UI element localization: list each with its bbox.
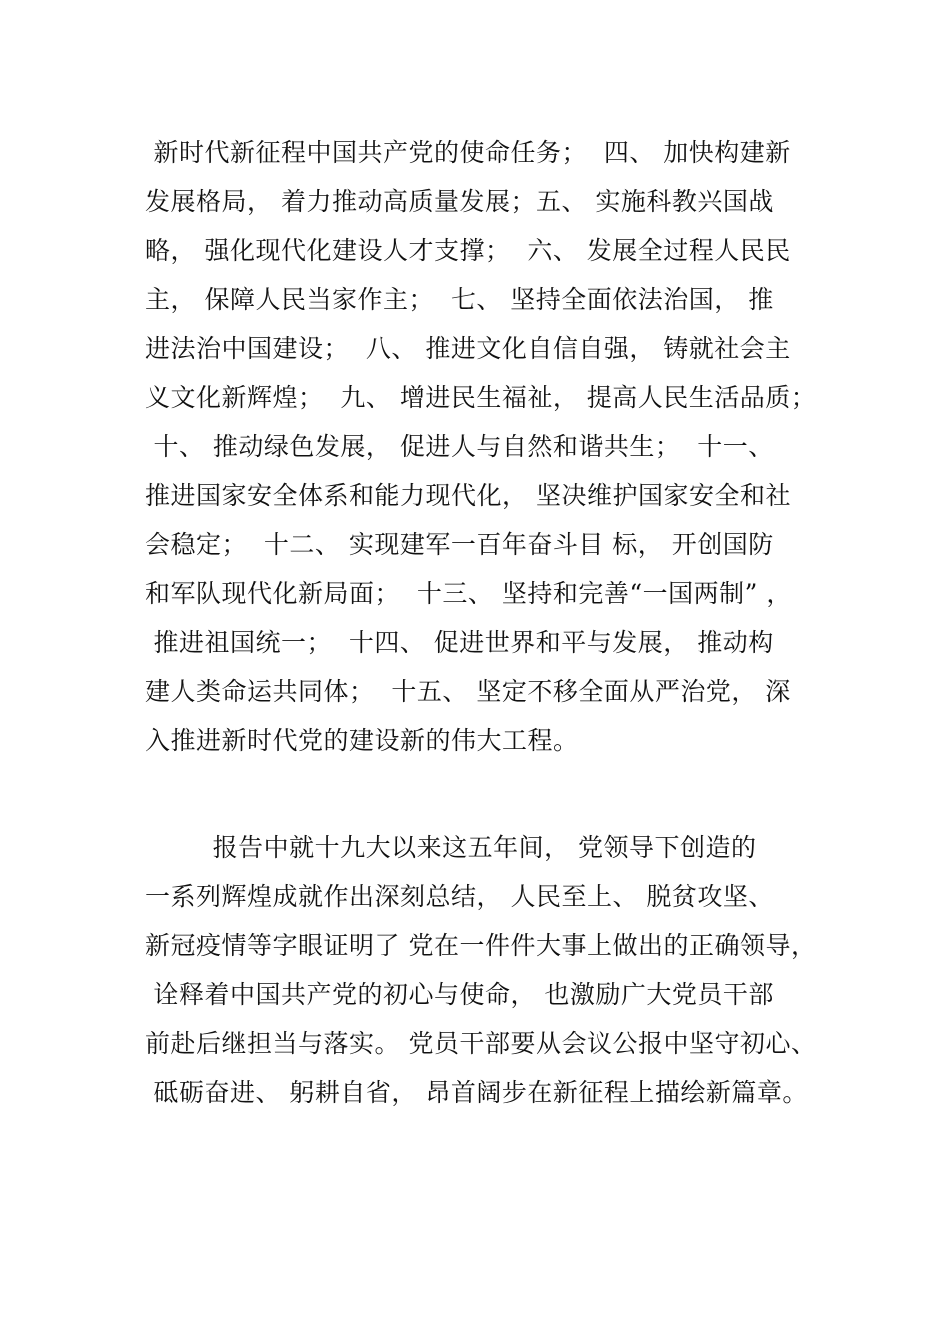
text-line: 义文化新辉煌； 九、 增进民生福祉， 提高人民生活品质；: [145, 383, 817, 412]
text-line: 推进国家安全体系和能力现代化， 坚决维护国家安全和社: [145, 481, 791, 510]
text-line: 进法治中国建设； 八、 推进文化自信自强， 铸就社会主: [145, 334, 791, 363]
text-line: 主， 保障人民当家作主； 七、 坚持全面依法治国， 推: [145, 285, 774, 314]
text-line: 十、 推动绿色发展， 促进人与自然和谐共生； 十一、: [145, 432, 774, 461]
text-line: 一系列辉煌成就作出深刻总结， 人民至上、 脱贫攻坚、: [145, 882, 774, 911]
text-line: 前赴后继担当与落实。 党员干部要从会议公报中坚守初心、: [145, 1029, 817, 1058]
text-line: 新时代新征程中国共产党的使命任务； 四、 加快构建新: [145, 138, 791, 167]
paragraph-report-summary: [145, 823, 845, 1117]
text-line: 建人类命运共同体； 十五、 坚定不移全面从严治党， 深: [145, 677, 791, 706]
text-line: 新冠疫情等字眼证明了 党在一件件大事上做出的正确领导，: [145, 931, 817, 960]
text-line: 入推进新时代党的建设新的伟大工程。: [145, 726, 579, 755]
text-line: 会稳定； 十二、 实现建军一百年奋斗目 标， 开创国防: [145, 530, 774, 559]
text-line: 报告中就十九大以来这五年间， 党领导下创造的: [145, 833, 757, 862]
paragraph-tasks-list: [145, 128, 845, 765]
text-line: 发展格局， 着力推动高质量发展；五、 实施科教兴国战: [145, 187, 774, 216]
text-line: 略， 强化现代化建设人才支撑； 六、 发展全过程人民民: [145, 236, 791, 265]
text-line: 砥砺奋进、 躬耕自省， 昂首阔步在新征程上描绘新篇章。: [145, 1078, 808, 1107]
text-line: 和军队现代化新局面； 十三、 坚持和完善“一国两制” ，: [145, 579, 792, 608]
text-line: 诠释着中国共产党的初心与使命， 也激励广大党员干部: [145, 980, 774, 1009]
text-line: 推进祖国统一； 十四、 促进世界和平与发展， 推动构: [145, 628, 774, 657]
